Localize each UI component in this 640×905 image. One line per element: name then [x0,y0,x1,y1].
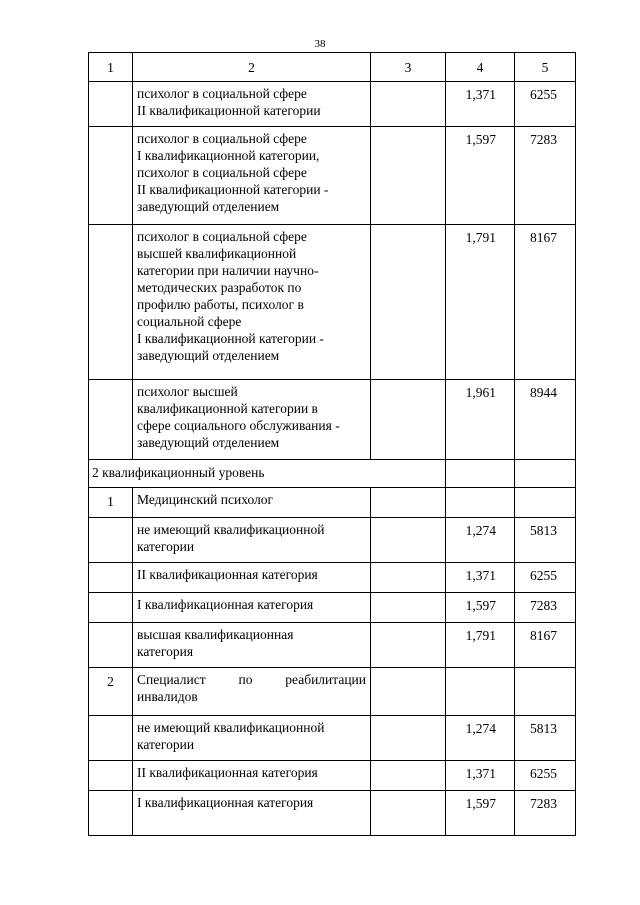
table-row [89,127,576,225]
empty-cell [371,488,446,518]
section-empty-4 [446,460,515,488]
coefficient-value: 1,961 [446,380,515,460]
salary-value: 8167 [515,225,576,380]
position-title-line: психолог в социальной сфере [137,165,307,180]
section-row [89,460,576,488]
header-cell-4: 4 [446,53,515,82]
position-title-line: II квалификационная категория [137,567,318,582]
empty-cell [371,518,446,563]
coefficient-value: 1,597 [446,791,515,836]
position-title-line: профилю работы, психолог в [137,297,304,312]
position-title-line: высшая квалификационная [137,627,294,642]
header-cell-5: 5 [515,53,576,82]
coefficient-value: 1,597 [446,593,515,623]
position-title-line: заведующий отделением [137,348,280,363]
position-title [133,716,371,761]
position-title-line: Специалист по реабилитации [137,672,366,687]
empty-cell [371,563,446,593]
position-title [133,82,371,127]
table-row [89,716,576,761]
table-row [89,761,576,791]
position-title [133,593,371,623]
header-cell-3: 3 [371,53,446,82]
position-title-line: Медицинский психолог [137,492,274,507]
position-title-line: категории [137,737,195,752]
position-title [133,623,371,668]
section-empty-5 [515,460,576,488]
empty-cell [371,623,446,668]
table-row [89,225,576,380]
coefficient-value [446,668,515,716]
position-title-line: не имеющий квалификационной [137,720,325,735]
header-cell-2: 2 [133,53,371,82]
position-title-line: категория [137,644,194,659]
position-title [133,127,371,225]
table-row [89,593,576,623]
empty-cell [371,82,446,127]
empty-cell [371,593,446,623]
position-title [133,668,371,716]
row-number: 1 [89,488,133,518]
salary-value: 6255 [515,761,576,791]
salary-value: 7283 [515,593,576,623]
row-number [89,593,133,623]
table-row [89,518,576,563]
position-title-line: методических разработок по [137,280,302,295]
position-title-line: I квалификационной категории, [137,148,320,163]
coefficient-value: 1,791 [446,225,515,380]
row-number [89,761,133,791]
section-title: 2 квалификационный уровень [89,460,446,488]
coefficient-value: 1,371 [446,563,515,593]
position-title-line: квалификационной категории в [137,401,318,416]
position-title [133,563,371,593]
coefficient-value: 1,597 [446,127,515,225]
salary-value: 6255 [515,563,576,593]
table-body [89,53,576,836]
position-title-line: II квалификационной категории - [137,182,329,197]
position-title-line: II квалификационная категория [137,765,318,780]
position-title-line: II квалификационной категории [137,103,321,118]
empty-cell [371,127,446,225]
row-number [89,716,133,761]
salary-value: 7283 [515,791,576,836]
table-row [89,563,576,593]
position-title-line: высшей квалификационной [137,246,297,261]
position-title [133,518,371,563]
coefficient-value: 1,274 [446,518,515,563]
empty-cell [371,761,446,791]
row-number: 2 [89,668,133,716]
salary-value: 5813 [515,716,576,761]
position-title-line: I квалификационная категория [137,597,314,612]
position-title-line: категории при наличии научно- [137,263,319,278]
position-title-line: категории [137,539,195,554]
table-row [89,791,576,836]
row-number [89,563,133,593]
row-number [89,127,133,225]
position-title-line: I квалификационная категория [137,795,314,810]
coefficient-value [446,488,515,518]
salary-value: 8944 [515,380,576,460]
salary-value: 8167 [515,623,576,668]
position-title [133,488,371,518]
position-title-line: I квалификационной категории - [137,331,324,346]
position-title-line: психолог в социальной сфере [137,86,307,101]
table-row [89,82,576,127]
table-row [89,380,576,460]
empty-cell [371,380,446,460]
empty-cell [371,716,446,761]
position-title-line: социальной сфере [137,314,242,329]
table-row [89,668,576,716]
row-number [89,225,133,380]
coefficient-value: 1,274 [446,716,515,761]
row-number [89,791,133,836]
row-number [89,380,133,460]
position-title [133,761,371,791]
position-title-line: психолог высшей [137,384,238,399]
position-title [133,380,371,460]
row-number [89,82,133,127]
empty-cell [371,791,446,836]
page-number: 38 [314,38,326,50]
salary-value: 7283 [515,127,576,225]
position-title-line: инвалидов [137,689,198,704]
position-title-line: не имеющий квалификационной [137,522,325,537]
salary-value: 5813 [515,518,576,563]
position-title-line: заведующий отделением [137,435,280,450]
salary-value: 6255 [515,82,576,127]
position-title-line: психолог в социальной сфере [137,229,307,244]
row-number [89,518,133,563]
position-title [133,225,371,380]
position-title-line: психолог в социальной сфере [137,131,307,146]
coefficient-value: 1,371 [446,761,515,791]
header-row [89,53,576,82]
salary-value [515,668,576,716]
empty-cell [371,225,446,380]
empty-cell [371,668,446,716]
table-row [89,623,576,668]
row-number [89,623,133,668]
header-cell-1: 1 [89,53,133,82]
position-title-line: сфере социального обслуживания - [137,418,340,433]
coefficient-value: 1,371 [446,82,515,127]
coefficient-value: 1,791 [446,623,515,668]
table-row [89,488,576,518]
salary-table [88,52,576,836]
position-title [133,791,371,836]
position-title-line: заведующий отделением [137,199,280,214]
salary-value [515,488,576,518]
